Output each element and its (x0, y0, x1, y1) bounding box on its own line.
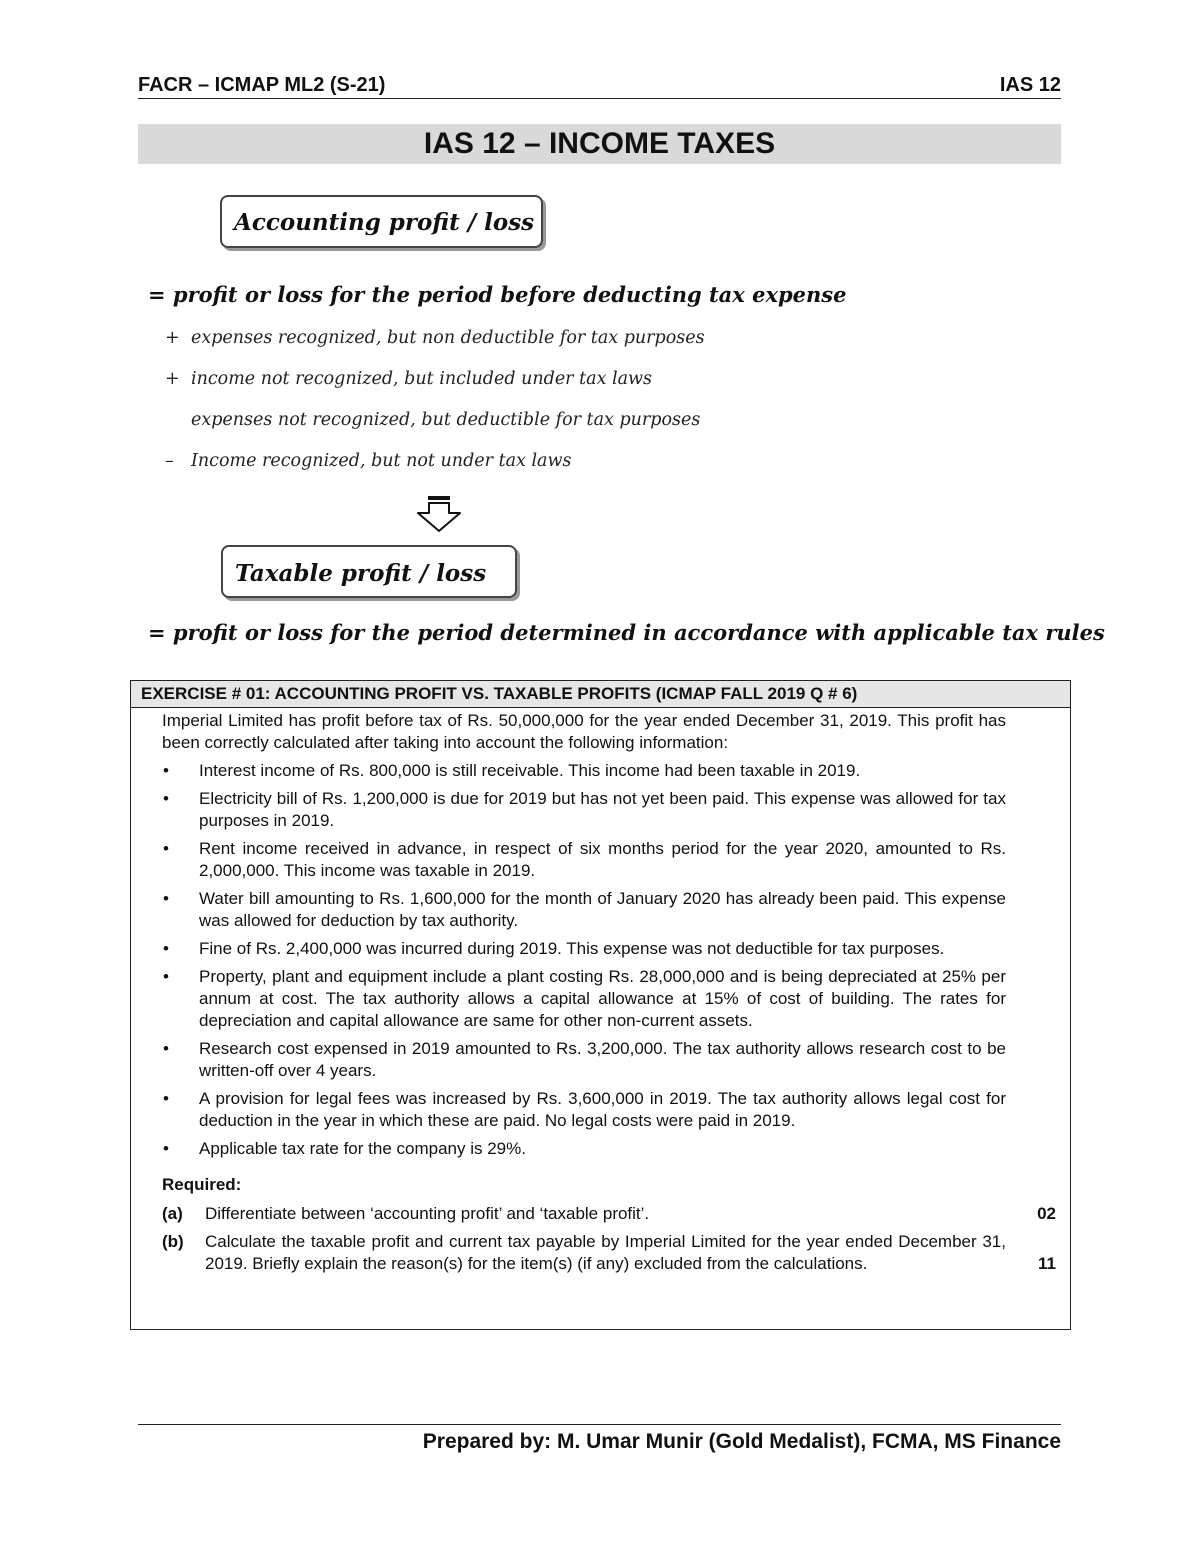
exercise-bullet-list (162, 760, 1006, 1160)
requirement-marks: 02 (1037, 1204, 1056, 1223)
adjustment-item (165, 410, 700, 430)
bullet-icon: • (163, 967, 169, 986)
list-item (162, 966, 1006, 1032)
bullet-icon: • (163, 889, 169, 908)
adjustment-item (165, 451, 571, 471)
list-item (162, 888, 1006, 932)
list-item-text: Interest income of Rs. 800,000 is still receivable. This income had been taxable in 2019. (199, 761, 861, 780)
list-item-text: Applicable tax rate for the company is 29%. (199, 1139, 526, 1158)
requirement-item (162, 1203, 1056, 1225)
list-item-text: A provision for legal fees was increased by Rs. 3,600,000 in 2019. The tax authority allows legal cost for deduction in the year in which these are paid. No legal costs were paid in 2019. (199, 1089, 1006, 1130)
list-item (162, 1138, 1006, 1160)
list-item-text: Electricity bill of Rs. 1,200,000 is due for 2019 but has not yet been paid. This expense was allowed for tax purposes in 2019. (199, 789, 1006, 830)
adjustment-text: Income recognized, but not under tax laws (191, 451, 572, 471)
list-item-text: Rent income received in advance, in respect of six months period for the year 2020, amounted to Rs. 2,000,000. This income was taxable in 2019. (199, 839, 1006, 880)
adjustment-sign: + (165, 328, 180, 348)
page-footer: Prepared by: M. Umar Munir (Gold Medalist), FCMA, MS Finance (138, 1424, 1061, 1454)
list-item (162, 760, 1006, 782)
list-item-text: Property, plant and equipment include a plant costing Rs. 28,000,000 and is being depreciated at 25% per annum at cost. The tax authority allows a capital allowance at 15% of cost of building. The rates for depreciation and capital allowance are same for other non-current assets. (199, 967, 1006, 1030)
list-item (162, 938, 1006, 960)
bullet-icon: • (163, 1039, 169, 1058)
accounting-profit-definition: = profit or loss for the period before deducting tax expense (148, 282, 847, 307)
requirement-label: (a) (162, 1204, 183, 1223)
requirement-text: Calculate the taxable profit and current tax payable by Imperial Limited for the year ended December 31, 2019. Briefly explain the reason(s) for the item(s) (if any) excluded from the calculations. (205, 1232, 1006, 1273)
adjustment-text: expenses not recognized, but deductible for tax purposes (191, 410, 701, 430)
taxable-profit-definition: = profit or loss for the period determined in accordance with applicable tax rules (148, 620, 1105, 645)
bullet-icon: • (163, 839, 169, 858)
list-item-text: Research cost expensed in 2019 amounted to Rs. 3,200,000. The tax authority allows research cost to be written-off over 4 years. (199, 1039, 1006, 1080)
required-heading: Required: (162, 1175, 242, 1194)
list-item (162, 838, 1006, 882)
bullet-icon: • (163, 761, 169, 780)
requirement-text: Differentiate between ‘accounting profit’ and ‘taxable profit’. (205, 1204, 650, 1223)
list-item (162, 1088, 1006, 1132)
header-course: FACR – ICMAP ML2 (S-21) (138, 74, 386, 96)
down-arrow-icon (416, 494, 462, 534)
exercise-box (130, 680, 1071, 1330)
page-title: IAS 12 – INCOME TAXES (138, 124, 1061, 164)
requirement-label: (b) (162, 1232, 184, 1251)
exercise-intro: Imperial Limited has profit before tax of Rs. 50,000,000 for the year ended December 31, 2019. This profit has been correctly calculated after taking into account the following information: (162, 711, 1006, 752)
list-item (162, 788, 1006, 832)
exercise-body (131, 708, 1070, 1275)
taxable-profit-box: Taxable profit / loss (221, 545, 517, 598)
accounting-profit-box: Accounting profit / loss (220, 195, 543, 248)
adjustment-item (165, 328, 705, 348)
adjustment-text: income not recognized, but included under tax laws (191, 369, 652, 389)
exercise-heading: EXERCISE # 01: ACCOUNTING PROFIT VS. TAXABLE PROFITS (ICMAP FALL 2019 Q # 6) (131, 681, 1070, 708)
adjustment-sign: – (165, 451, 174, 471)
header-standard: IAS 12 (999, 74, 1061, 96)
list-item-text: Fine of Rs. 2,400,000 was incurred during 2019. This expense was not deductible for tax purposes. (199, 939, 945, 958)
list-item (162, 1038, 1006, 1082)
list-item-text: Water bill amounting to Rs. 1,600,000 for the month of January 2020 has already been paid. This expense was allowed for deduction by tax authority. (199, 889, 1006, 930)
requirement-marks: 11 (1038, 1254, 1056, 1273)
adjustment-text: expenses recognized, but non deductible for tax purposes (191, 328, 705, 348)
adjustment-item (165, 369, 652, 389)
bullet-icon: • (163, 1139, 169, 1158)
bullet-icon: • (163, 939, 169, 958)
bullet-icon: • (163, 789, 169, 808)
bullet-icon: • (163, 1089, 169, 1108)
page-header (138, 74, 1061, 99)
adjustment-sign: + (165, 369, 180, 389)
requirement-item (162, 1231, 1056, 1275)
